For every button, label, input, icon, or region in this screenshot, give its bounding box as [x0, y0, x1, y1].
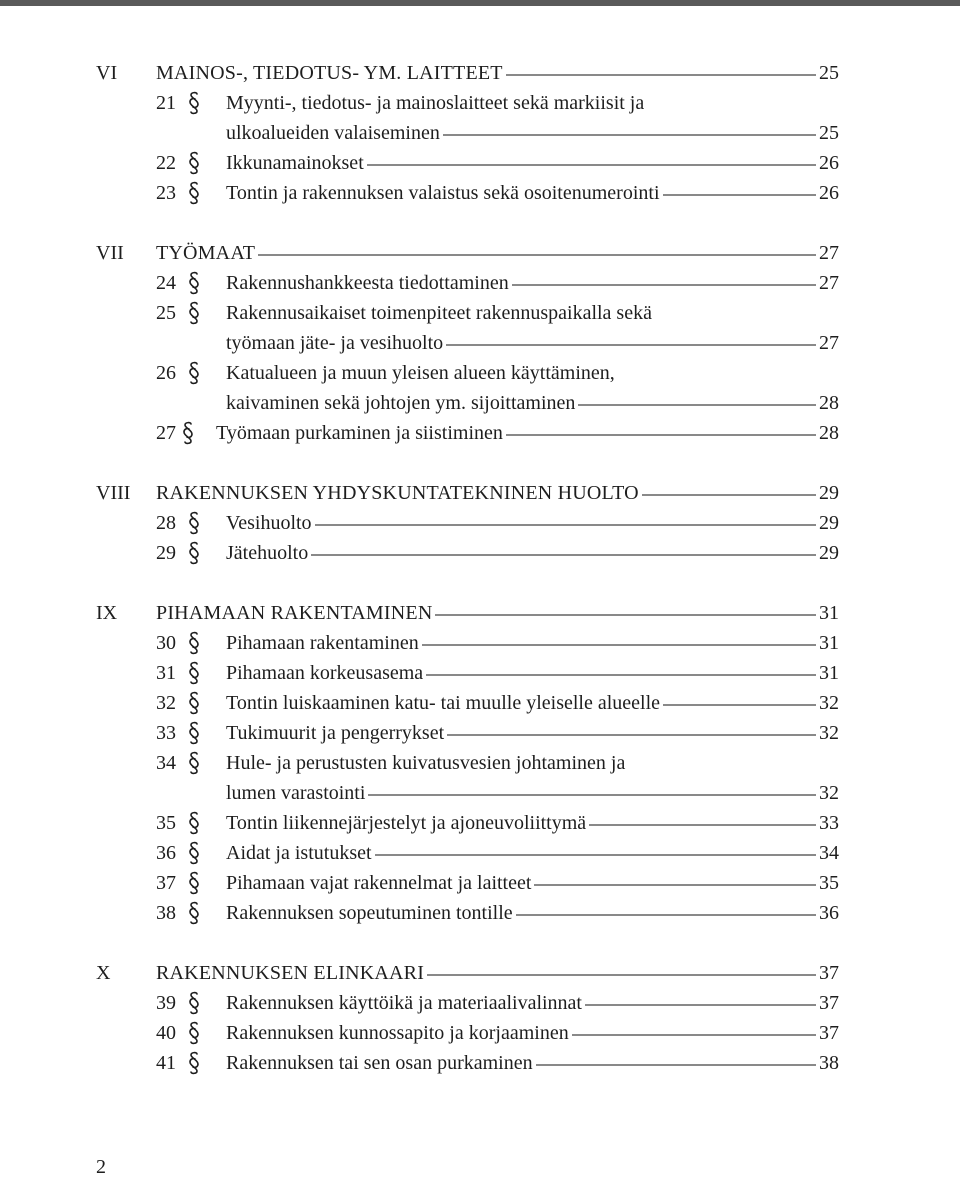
toc-title: Rakennuksen käyttöikä ja materiaalivalinnat — [226, 992, 582, 1014]
toc-row — [156, 958, 839, 988]
toc-title: Ikkunamainokset — [226, 152, 364, 174]
section-number: 39 — [156, 992, 176, 1014]
toc-title: MAINOS-, TIEDOTUS- YM. LAITTEET — [156, 62, 503, 84]
toc-row — [226, 1018, 839, 1048]
toc-entry — [0, 658, 960, 688]
toc-title: TYÖMAAT — [156, 242, 256, 264]
section-number: 41 — [156, 1052, 176, 1074]
dot-leader — [642, 491, 816, 499]
toc-row — [226, 718, 839, 748]
page-ref: 31 — [819, 662, 839, 684]
chapter-heading — [0, 238, 960, 268]
toc-row — [156, 598, 839, 628]
page-ref: 27 — [819, 242, 839, 264]
dot-leader — [534, 881, 816, 889]
page-ref: 33 — [819, 812, 839, 834]
toc-title: Rakennuksen tai sen osan purkaminen — [226, 1052, 533, 1074]
dot-leader — [375, 851, 816, 859]
toc-entry — [0, 538, 960, 568]
toc-entry — [0, 808, 960, 838]
page-ref: 26 — [819, 182, 839, 204]
top-border — [0, 0, 960, 6]
page-ref: 28 — [819, 422, 839, 444]
toc-title: Myynti-, tiedotus- ja mainoslaitteet sekä markiisit ja — [226, 92, 645, 114]
dot-leader — [572, 1031, 816, 1039]
section-symbol-icon — [186, 811, 202, 835]
toc-title: Tontin ja rakennuksen valaistus sekä osoitenumerointi — [226, 182, 660, 204]
toc-title: Tukimuurit ja pengerrykset — [226, 722, 445, 744]
dot-leader — [258, 251, 816, 259]
chapter-heading — [0, 598, 960, 628]
toc-title: RAKENNUKSEN ELINKAARI — [156, 962, 425, 984]
toc-title: Pihamaan korkeusasema — [226, 662, 424, 684]
toc-row — [226, 628, 839, 658]
section-number: 30 — [156, 632, 176, 654]
section-number: 29 — [156, 542, 176, 564]
section-symbol-icon — [186, 181, 202, 205]
dot-leader — [663, 701, 816, 709]
toc-row — [226, 688, 839, 718]
section-number: 21 — [156, 92, 176, 114]
toc-entry — [0, 628, 960, 658]
page-ref: 37 — [819, 992, 839, 1014]
page-ref: 31 — [819, 632, 839, 654]
chapter-heading — [0, 58, 960, 88]
dot-leader — [516, 911, 816, 919]
toc-entry-continuation — [0, 778, 960, 808]
toc-entry — [0, 298, 960, 328]
toc-entry — [0, 838, 960, 868]
chapter-roman-numeral: VII — [96, 242, 124, 264]
toc-title: kaivaminen sekä johtojen ym. sijoittaminen — [226, 392, 576, 414]
toc-title: ulkoalueiden valaiseminen — [226, 122, 440, 144]
section-symbol-icon — [180, 421, 196, 445]
toc-entry — [0, 1018, 960, 1048]
section-number: 23 — [156, 182, 176, 204]
page-number: 2 — [96, 1156, 106, 1178]
toc-title: työmaan jäte- ja vesihuolto — [226, 332, 444, 354]
section-symbol-icon — [186, 751, 202, 775]
toc-entry-continuation — [0, 388, 960, 418]
dot-leader — [585, 1001, 816, 1009]
dot-leader — [443, 131, 816, 139]
section-number: 26 — [156, 362, 176, 384]
dot-leader — [427, 971, 816, 979]
section-number: 35 — [156, 812, 176, 834]
page-ref: 28 — [819, 392, 839, 414]
section-symbol-icon — [186, 541, 202, 565]
section-symbol-icon — [186, 511, 202, 535]
toc-entry — [0, 748, 960, 778]
toc-row — [226, 388, 839, 418]
toc-entry — [0, 178, 960, 208]
section-symbol-icon — [186, 91, 202, 115]
page-ref: 32 — [819, 782, 839, 804]
section-number: 40 — [156, 1022, 176, 1044]
section-symbol-icon — [186, 1051, 202, 1075]
section-symbol-icon — [186, 841, 202, 865]
toc-row — [226, 988, 839, 1018]
toc-row — [226, 778, 839, 808]
toc-row — [226, 328, 839, 358]
page-ref: 35 — [819, 872, 839, 894]
toc-row — [156, 478, 839, 508]
chapter-roman-numeral: IX — [96, 602, 118, 624]
toc-entry — [0, 1048, 960, 1078]
section-number: 24 — [156, 272, 176, 294]
section-number: 34 — [156, 752, 176, 774]
dot-leader — [578, 401, 816, 409]
section-symbol-icon — [186, 901, 202, 925]
section-number: 31 — [156, 662, 176, 684]
toc-title: RAKENNUKSEN YHDYSKUNTATEKNINEN HUOLTO — [156, 482, 639, 504]
dot-leader — [426, 671, 816, 679]
dot-leader — [422, 641, 816, 649]
dot-leader — [315, 521, 816, 529]
dot-leader — [506, 71, 816, 79]
toc-title: lumen varastointi — [226, 782, 366, 804]
page-ref: 25 — [819, 62, 839, 84]
toc-entry — [0, 988, 960, 1018]
toc-row — [226, 898, 839, 928]
toc-row — [156, 58, 839, 88]
toc-title: Jätehuolto — [226, 542, 309, 564]
section-symbol-icon — [186, 661, 202, 685]
section-symbol-icon — [186, 721, 202, 745]
toc-title: Tontin liikennejärjestelyt ja ajoneuvoliittymä — [226, 812, 587, 834]
dot-leader — [663, 191, 816, 199]
page-ref: 32 — [819, 692, 839, 714]
section-symbol-icon — [186, 631, 202, 655]
section-number: 22 — [156, 152, 176, 174]
toc-title: Työmaan purkaminen ja siistiminen — [216, 422, 503, 444]
section-symbol-icon — [186, 361, 202, 385]
toc-entry — [0, 148, 960, 178]
page-ref: 27 — [819, 332, 839, 354]
toc-title: Aidat ja istutukset — [226, 842, 372, 864]
section-number: 33 — [156, 722, 176, 744]
toc-title: PIHAMAAN RAKENTAMINEN — [156, 602, 433, 624]
toc-title: Rakennusaikaiset toimenpiteet rakennuspaikalla sekä — [226, 302, 652, 324]
section-number: 32 — [156, 692, 176, 714]
toc-entry — [0, 418, 960, 448]
toc-title: Tontin luiskaaminen katu- tai muulle yleiselle alueelle — [226, 692, 661, 714]
toc-row — [216, 418, 839, 448]
page-ref: 31 — [819, 602, 839, 624]
page-ref: 29 — [819, 512, 839, 534]
chapter-roman-numeral: VIII — [96, 482, 131, 504]
toc-entry — [0, 358, 960, 388]
toc-entry-continuation — [0, 118, 960, 148]
section-symbol-icon — [186, 301, 202, 325]
toc-entry — [0, 508, 960, 538]
section-symbol-icon — [186, 691, 202, 715]
toc-title: Rakennuksen kunnossapito ja korjaaminen — [226, 1022, 569, 1044]
dot-leader — [536, 1061, 816, 1069]
toc-row — [226, 118, 839, 148]
page-ref: 37 — [819, 1022, 839, 1044]
toc-row — [226, 148, 839, 178]
dot-leader — [512, 281, 816, 289]
page-ref: 36 — [819, 902, 839, 924]
toc-row — [226, 508, 839, 538]
section-number: 27 — [156, 422, 176, 444]
toc-title: Rakennuksen sopeutuminen tontille — [226, 902, 513, 924]
page-ref: 27 — [819, 272, 839, 294]
section-symbol-icon — [186, 151, 202, 175]
section-number: 25 — [156, 302, 176, 324]
toc-entry — [0, 268, 960, 298]
page-ref: 29 — [819, 482, 839, 504]
section-symbol-icon — [186, 991, 202, 1015]
chapter-heading — [0, 478, 960, 508]
toc-row — [226, 178, 839, 208]
toc-entry — [0, 688, 960, 718]
toc-entry — [0, 868, 960, 898]
toc-row — [226, 808, 839, 838]
toc-row — [226, 1048, 839, 1078]
toc-entry-continuation — [0, 328, 960, 358]
section-number: 28 — [156, 512, 176, 534]
toc-row — [226, 838, 839, 868]
toc-title: Pihamaan rakentaminen — [226, 632, 419, 654]
dot-leader — [447, 731, 816, 739]
toc-title: Katualueen ja muun yleisen alueen käyttäminen, — [226, 362, 615, 384]
page-ref: 29 — [819, 542, 839, 564]
dot-leader — [435, 611, 816, 619]
page-ref: 38 — [819, 1052, 839, 1074]
section-symbol-icon — [186, 271, 202, 295]
dot-leader — [311, 551, 816, 559]
toc-row — [226, 268, 839, 298]
toc-title: Rakennushankkeesta tiedottaminen — [226, 272, 509, 294]
chapter-heading — [0, 958, 960, 988]
toc-entry — [0, 718, 960, 748]
section-number: 38 — [156, 902, 176, 924]
page-ref: 25 — [819, 122, 839, 144]
dot-leader — [506, 431, 816, 439]
toc-row — [226, 658, 839, 688]
chapter-roman-numeral: VI — [96, 62, 118, 84]
dot-leader — [367, 161, 816, 169]
toc-row — [156, 238, 839, 268]
section-symbol-icon — [186, 1021, 202, 1045]
toc-title: Vesihuolto — [226, 512, 312, 534]
page-ref: 26 — [819, 152, 839, 174]
dot-leader — [446, 341, 816, 349]
section-symbol-icon — [186, 871, 202, 895]
toc-row — [226, 538, 839, 568]
toc-row — [226, 868, 839, 898]
page-ref: 37 — [819, 962, 839, 984]
dot-leader — [589, 821, 816, 829]
toc-entry — [0, 88, 960, 118]
toc-title: Hule- ja perustusten kuivatusvesien johtaminen ja — [226, 752, 626, 774]
page-ref: 34 — [819, 842, 839, 864]
section-number: 37 — [156, 872, 176, 894]
page-ref: 32 — [819, 722, 839, 744]
section-number: 36 — [156, 842, 176, 864]
chapter-roman-numeral: X — [96, 962, 111, 984]
toc-title: Pihamaan vajat rakennelmat ja laitteet — [226, 872, 532, 894]
toc-entry — [0, 898, 960, 928]
dot-leader — [368, 791, 816, 799]
